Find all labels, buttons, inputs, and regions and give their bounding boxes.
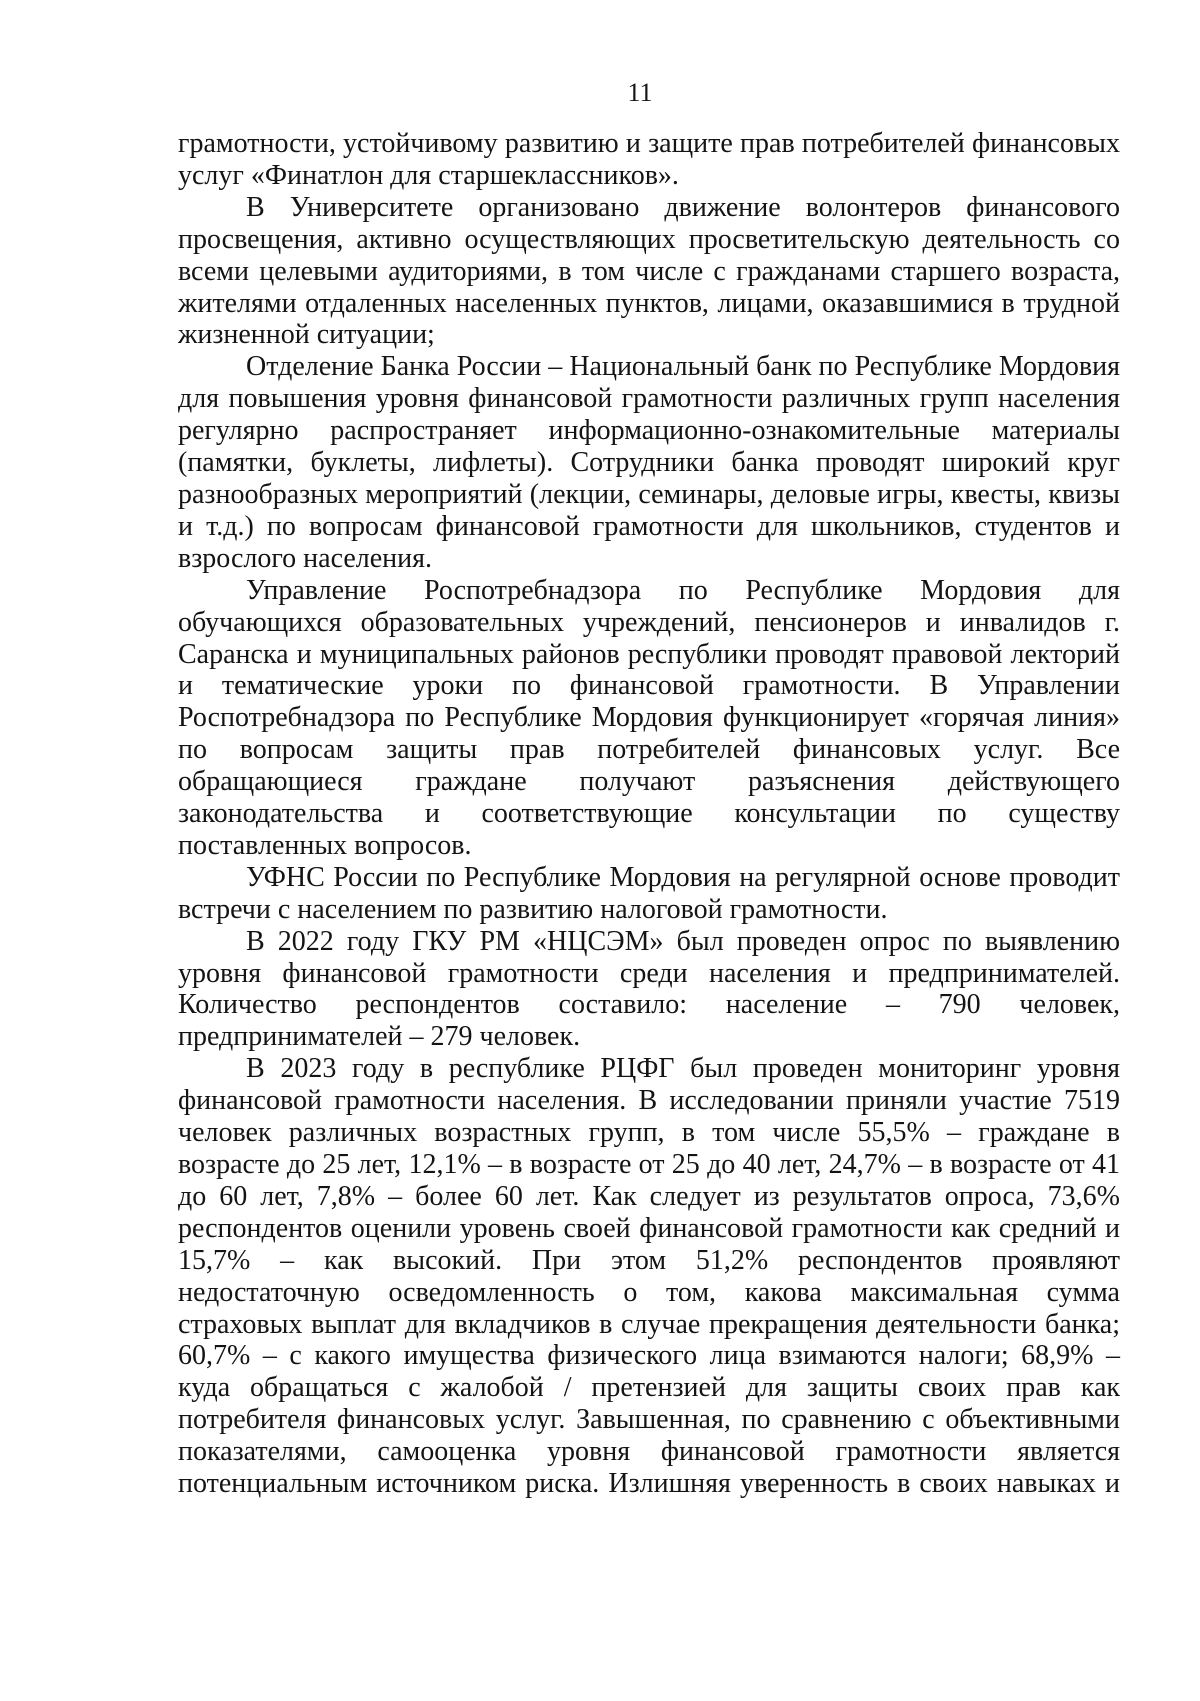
paragraph-finatlon-continuation: грамотности, устойчивому развитию и защите прав потребителей финансовых услуг «Финатлон для старшеклассников».: [178, 128, 1120, 191]
paragraph-rospotrebnadzor: Управление Роспотребнадзора по Республике Мордовия для обучающихся образовательных учреждений, пенсионеров и инвалидов г. Саранска и муниципальных районов республики проводят правовой лекторий и тематические уроки по финансовой грамотности. В Управлении Роспотребнадзора по Республике Мордовия функционирует «горячая линия» по вопросам защиты прав потребителей финансовых услуг. Все обращающиеся граждане получают разъяснения действующего законодательства и соответствующие консультации по существу поставленных вопросов.: [178, 574, 1120, 861]
document-body: [178, 128, 1120, 1500]
paragraph-survey-2022: В 2022 году ГКУ РМ «НЦСЭМ» был проведен опрос по выявлению уровня финансовой грамотности среди населения и предпринимателей. Количество респондентов составило: население – 790 человек, предпринимателей – 279 человек.: [178, 925, 1120, 1053]
paragraph-monitoring-2023: В 2023 году в республике РЦФГ был проведен мониторинг уровня финансовой грамотности населения. В исследовании приняли участие 7519 человек различных возрастных групп, в том числе 55,5% – граждане в возрасте до 25 лет, 12,1% – в возрасте от 25 до 40 лет, 24,7% – в возрасте от 41 до 60 лет, 7,8% – более 60 лет. Как следует из результатов опроса, 73,6% респондентов оценили уровень своей финансовой грамотности как средний и 15,7% – как высокий. При этом 51,2% респондентов проявляют недостаточную осведомленность о том, какова максимальная сумма страховых выплат для вкладчиков в случае прекращения деятельности банка; 60,7% – с какого имущества физического лица взимаются налоги; 68,9% – куда обращаться с жалобой / претензией для защиты своих прав как потребителя финансовых услуг. Завышенная, по сравнению с объективными показателями, самооценка уровня финансовой грамотности является потенциальным источником риска. Излишняя уверенность в своих навыках и: [178, 1053, 1120, 1500]
paragraph-bank-of-russia: Отделение Банка России – Национальный банк по Республике Мордовия для повышения уровня финансовой грамотности различных групп населения регулярно распространяет информационно-ознакомительные материалы (памятки, буклеты, лифлеты). Сотрудники банка проводят широкий круг разнообразных мероприятий (лекции, семинары, деловые игры, квесты, квизы и т.д.) по вопросам финансовой грамотности для школьников, студентов и взрослого населения.: [178, 351, 1120, 574]
paragraph-university-volunteers: В Университете организовано движение волонтеров финансового просвещения, активно осуществляющих просветительскую деятельность со всеми целевыми аудиториями, в том числе с гражданами старшего возраста, жителями отдаленных населенных пунктов, лицами, оказавшимися в трудной жизненной ситуации;: [178, 191, 1120, 351]
paragraph-ufns: УФНС России по Республике Мордовия на регулярной основе проводит встречи с населением по развитию налоговой грамотности.: [178, 861, 1120, 925]
page-number: 11: [627, 78, 653, 107]
